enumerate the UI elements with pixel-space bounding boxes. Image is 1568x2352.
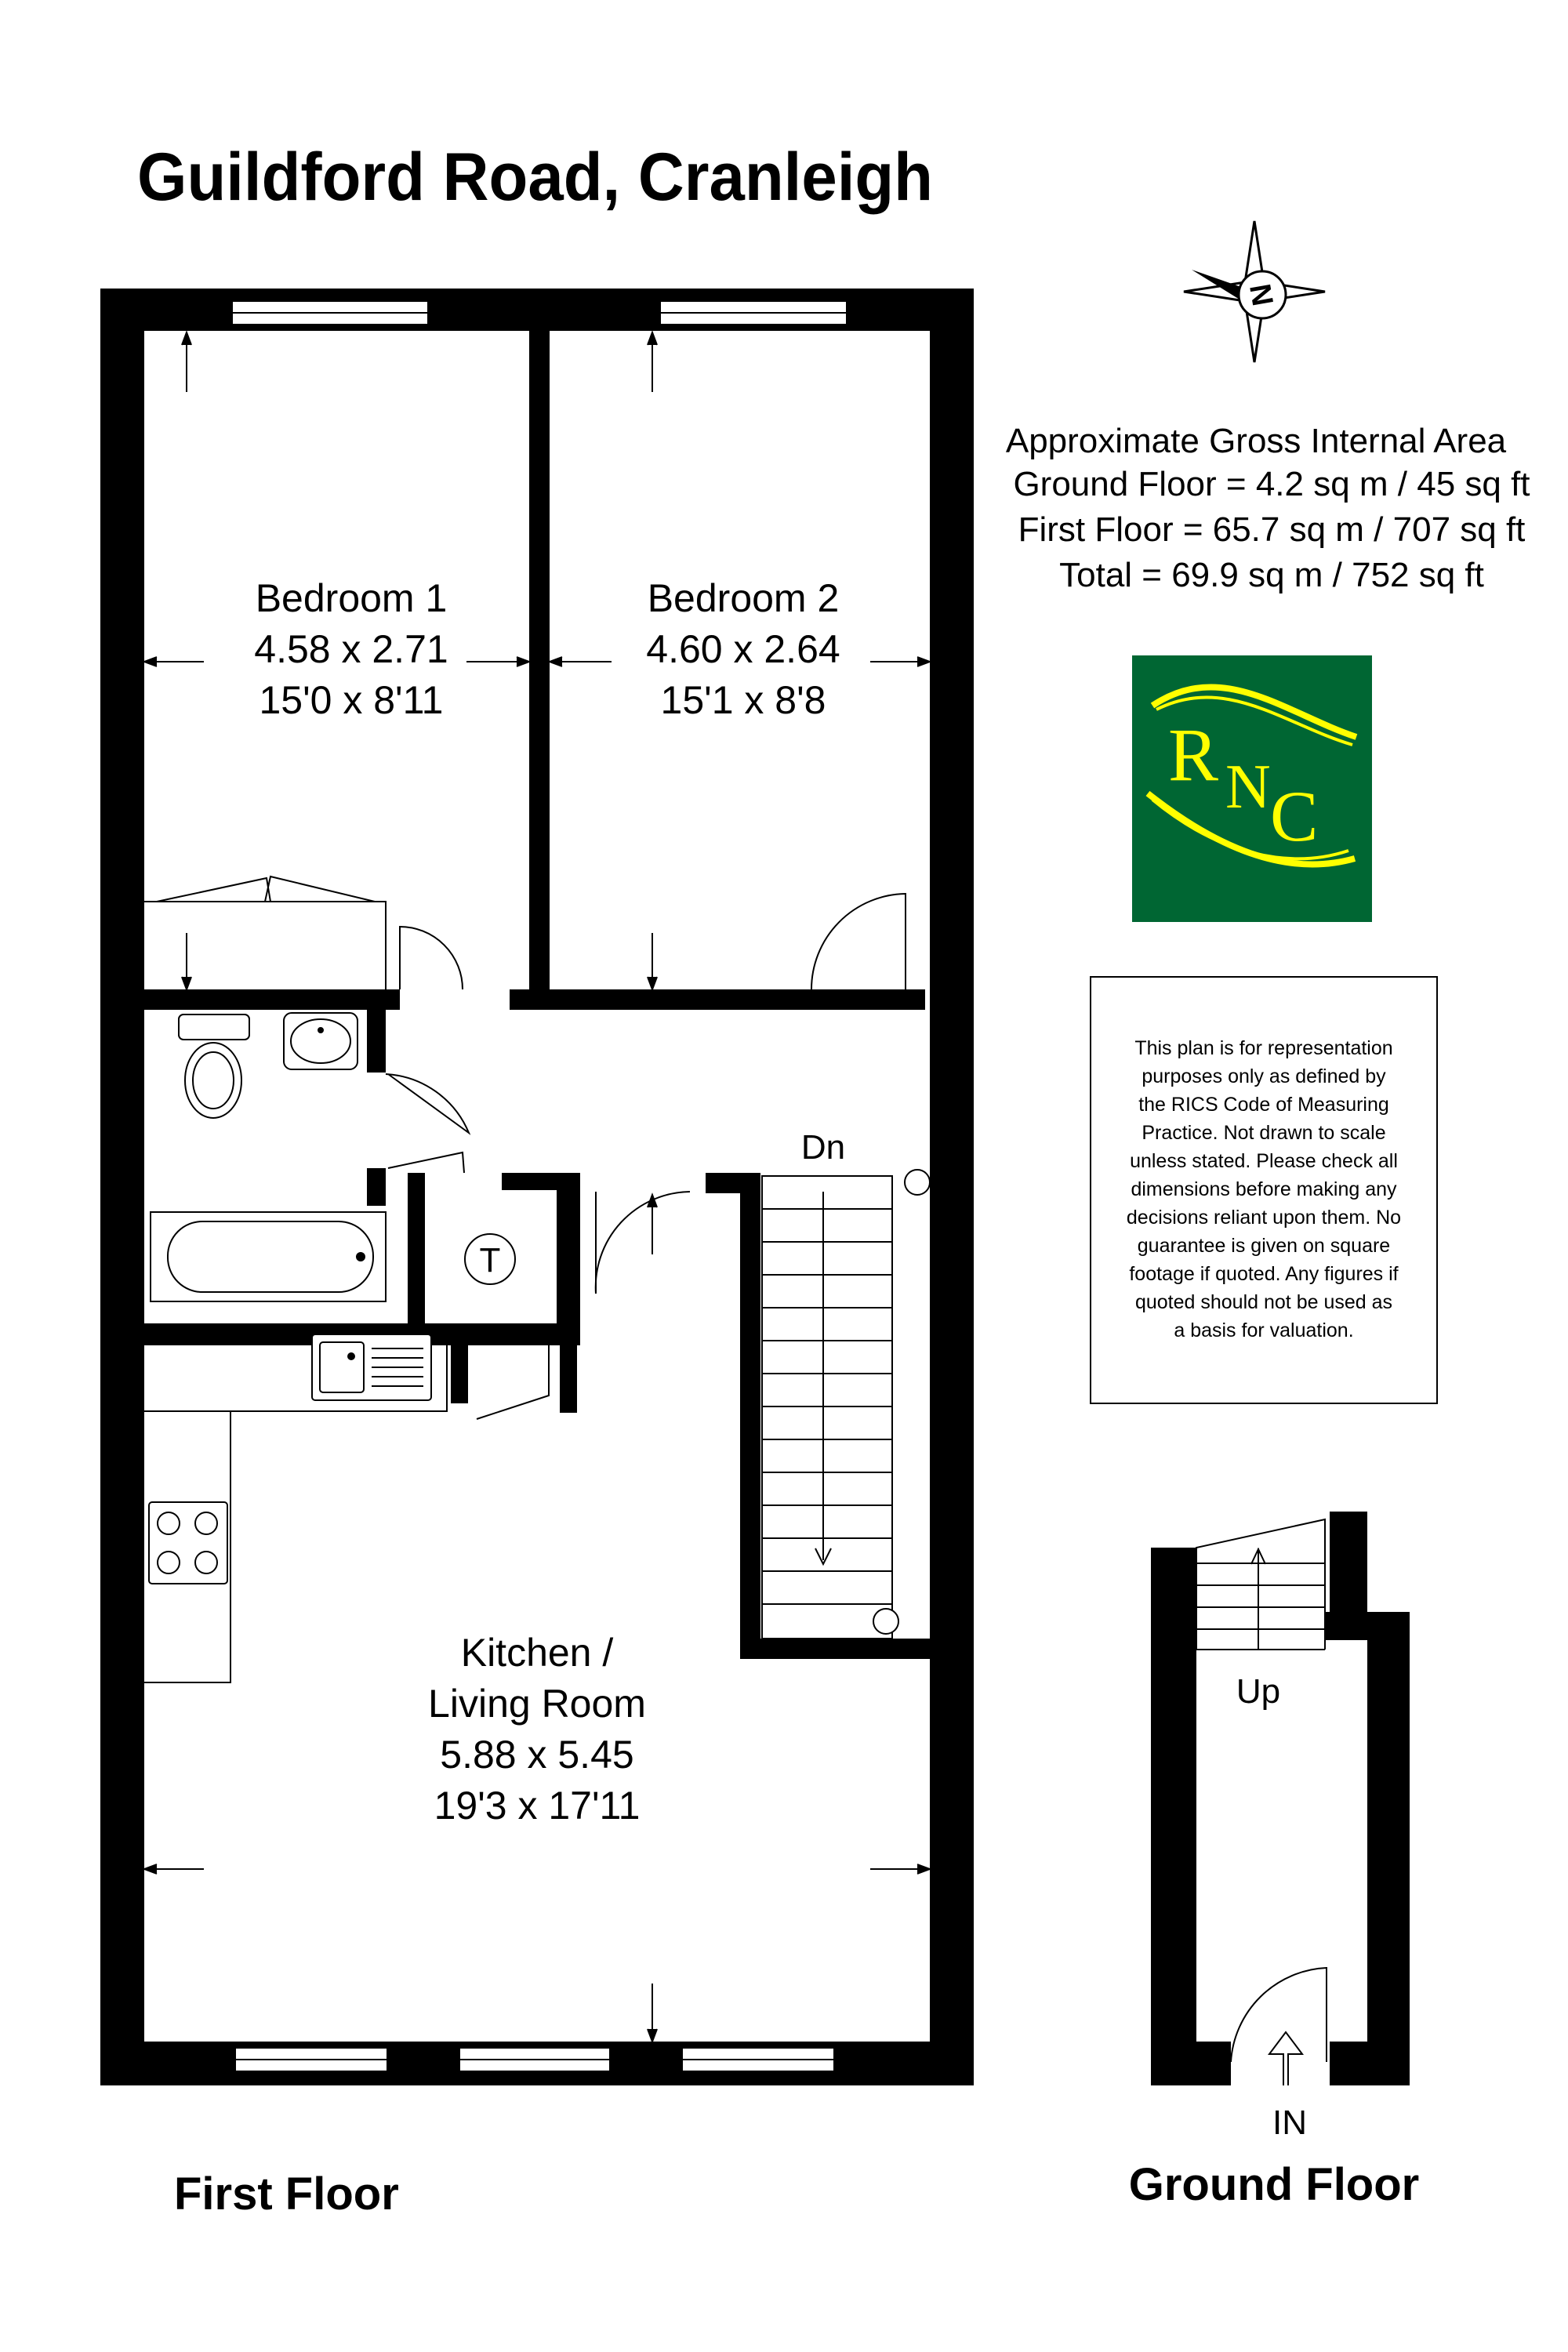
stairs-down-label: Dn (800, 1128, 846, 1167)
disclaimer-line: purposes only as defined by (1142, 1065, 1386, 1087)
disclaimer-line: quoted should not be used as (1134, 1291, 1393, 1313)
bedroom2-imperial: 15'1 x 8'8 (660, 678, 826, 722)
wardrobe (143, 877, 386, 991)
area-heading: Approximate Gross Internal Area (1005, 422, 1507, 460)
interior-walls (141, 328, 933, 1659)
outer-walls (1151, 1512, 1410, 2085)
entrance-arrow-icon (1269, 2032, 1302, 2085)
company-logo (1132, 655, 1372, 922)
compass-north-label: N (1242, 281, 1279, 309)
disclaimer-line: dimensions before making any (1131, 1178, 1397, 1200)
ground-floor-plan (1129, 1512, 1420, 2210)
toilet-icon (179, 1014, 249, 1118)
ground-floor-label: Ground Floor (1128, 2159, 1420, 2210)
area-first: First Floor = 65.7 sq m / 707 sq ft (1018, 510, 1526, 549)
page-title: Guildford Road, Cranleigh (137, 140, 933, 215)
disclaimer-line: decisions reliant upon them. No (1126, 1207, 1402, 1229)
bedroom1-name: Bedroom 1 (255, 576, 448, 620)
kitchen-metric: 5.88 x 5.45 (440, 1733, 634, 1777)
logo-letter-n: N (1225, 753, 1271, 822)
bedroom1-metric: 4.58 x 2.71 (254, 627, 448, 671)
bedroom2-metric: 4.60 x 2.64 (646, 627, 840, 671)
disclaimer-line: unless stated. Please check all (1130, 1150, 1398, 1172)
entrance-door (1231, 1968, 1327, 2062)
kitchen-name-line2: Living Room (428, 1682, 646, 1726)
bedroom1-imperial: 15'0 x 8'11 (259, 678, 444, 722)
staircase (1196, 1519, 1325, 1650)
compass-icon (1184, 221, 1325, 362)
basin-icon (284, 1013, 358, 1069)
disclaimer-line: footage if quoted. Any figures if (1129, 1263, 1399, 1285)
disclaimer-line: the RICS Code of Measuring (1138, 1094, 1389, 1116)
bedroom2-name: Bedroom 2 (647, 576, 840, 620)
disclaimer-line: a basis for valuation. (1174, 1319, 1354, 1341)
stairs-up-label: Up (1236, 1672, 1281, 1711)
logo-letter-c: C (1270, 776, 1319, 856)
logo-letter-r: R (1168, 713, 1219, 797)
disclaimer-line: This plan is for representation (1134, 1037, 1393, 1059)
kitchen-imperial: 19'3 x 17'11 (434, 1784, 641, 1828)
entrance-label: IN (1272, 2103, 1307, 2142)
hob-icon (149, 1502, 227, 1584)
first-floor-plan (100, 289, 974, 2220)
disclaimer-line: Practice. Not drawn to scale (1142, 1122, 1386, 1144)
area-total: Total = 69.9 sq m / 752 sq ft (1059, 556, 1484, 594)
bath-icon (151, 1212, 386, 1301)
staircase (762, 1170, 930, 1639)
area-ground: Ground Floor = 4.2 sq m / 45 sq ft (1013, 465, 1530, 503)
kitchen-name-line1: Kitchen / (460, 1631, 614, 1675)
first-floor-label: First Floor (174, 2169, 399, 2220)
disclaimer-text (1127, 1037, 1401, 1341)
disclaimer-line: guarantee is given on square (1137, 1235, 1391, 1257)
sink-icon (312, 1334, 431, 1400)
tank-label: T (479, 1241, 501, 1279)
